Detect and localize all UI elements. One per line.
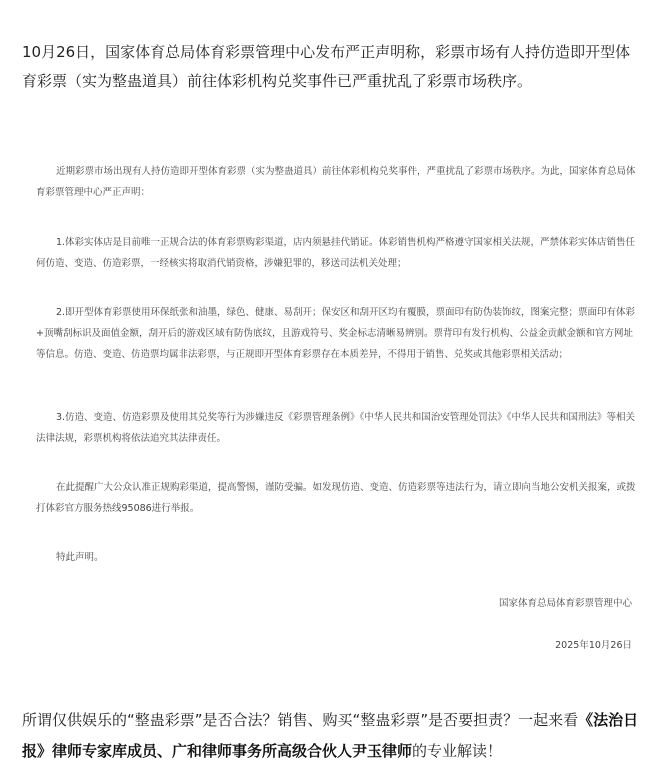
statement-reminder: 在此提醒广大公众认准正规购彩渠道，提高警惕，谨防受骗。如发现仿造、变造、仿造彩票等违法行为，请立即向当地公安机关报案，或拨打体彩官方服务热线95086进行举报。: [36, 482, 636, 514]
statement-item-3: 3.仿造、变造、仿造彩票及使用其兑奖等行为涉嫌违反《彩票管理条例》《中华人民共和国治安管理处罚法》《中华人民共和国刑法》等相关法律法规，彩票机构将依法追究其法律责任。: [36, 412, 636, 444]
outro-lawyer-highlight: 《法治日报》律师专家库成员、广和律师事务所高级合伙人尹玉律师: [22, 711, 639, 760]
statement-item-2: 2.即开型体育彩票使用环保纸张和油墨，绿色、健康、易刮开；保安区和刮开区均有覆膜，票面印有防伪装饰纹，图案完整；票面印有体彩+顶嘴刮标识及面值金额，刮开后的游戏区域有防伪底纹，且游戏符号、奖金标志清晰易辨别。票背印有发行机构、公益金贡献金额和官方网址等信息。仿造、变造、仿造票均属非法彩票，与正规即开型体育彩票存在本质差异，不得用于销售、兑奖或其他彩票相关活动；: [36, 307, 636, 360]
statement-date: 2025年10月26日: [555, 640, 632, 651]
outro-text-start: 所谓仅供娱乐的“整蛊彩票”是否合法？销售、购买“整蛊彩票”是否要担责？一起来看: [22, 711, 579, 729]
article-outro-paragraph: [22, 705, 642, 767]
article-lead-paragraph: 10月26日，国家体育总局体育彩票管理中心发布严正声明称，彩票市场有人持仿造即开型体育彩票（实为整蛊道具）前往体彩机构兑奖事件已严重扰乱了彩票市场秩序。: [22, 43, 631, 90]
statement-closing: 特此声明。: [55, 552, 104, 563]
outro-text-end: 的专业解读！: [412, 742, 503, 760]
statement-intro: 近期彩票市场出现有人持仿造即开型体育彩票（实为整蛊道具）前往体彩机构兑奖事件，严重扰乱了彩票市场秩序。为此，国家体育总局体育彩票管理中心严正声明：: [36, 166, 636, 198]
statement-item-1: 1.体彩实体店是目前唯一正规合法的体育彩票购彩渠道，店内须悬挂代销证。体彩销售机构严格遵守国家相关法规，严禁体彩实体店销售任何仿造、变造、仿造彩票，一经核实将取消代销资格，涉嫌犯罪的，移送司法机关处理；: [36, 237, 636, 269]
statement-image: [36, 115, 636, 675]
statement-signature: 国家体育总局体育彩票管理中心: [498, 598, 632, 609]
